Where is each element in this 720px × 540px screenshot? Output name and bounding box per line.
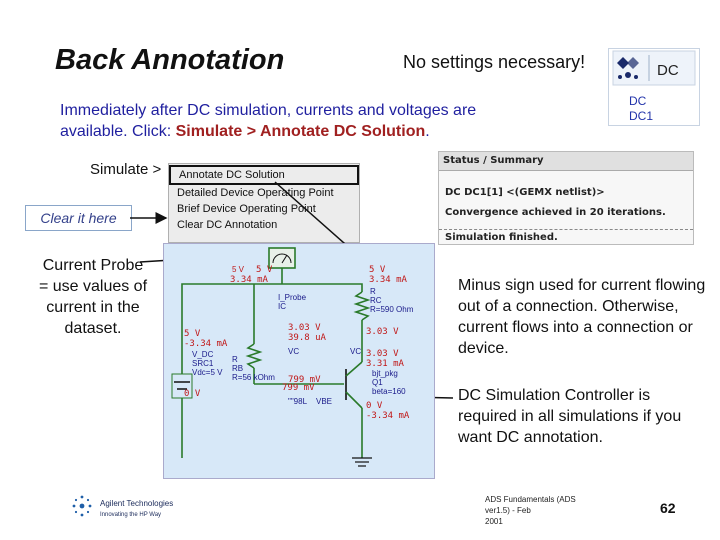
probe-explanation: Current Probe = use values of current in the dataset. [38, 257, 148, 337]
menu-item-annotate-dc[interactable]: Annotate DC Solution [169, 165, 359, 185]
vbe-num: ""98L [288, 397, 308, 406]
menu-item-detailed-op[interactable]: Detailed Device Operating Point [177, 187, 334, 199]
probe-type: I_Probe [278, 293, 307, 302]
label-top-left-v: 5 V [232, 265, 245, 274]
menu-item-clear-annotation[interactable]: Clear DC Annotation [177, 219, 278, 231]
vc-left: VC [288, 347, 300, 356]
agilent-logo-graphic [70, 492, 190, 528]
rc-r: R [370, 287, 376, 296]
intro-line-2-end: . [425, 123, 430, 140]
bjt-type: bjt_pkg [372, 369, 398, 378]
bjt-beta: beta=160 [372, 387, 406, 396]
footer-citation [485, 494, 585, 527]
status-line-finished: Simulation finished. [439, 229, 693, 246]
dc-name: DC [629, 94, 647, 108]
rc-name: RC [370, 296, 382, 305]
bjt-name: Q1 [372, 378, 383, 387]
label-top-right-v: 5 V [369, 265, 386, 275]
label-top-left-i: 3.34 mA [230, 275, 268, 285]
company-name: Agilent Technologies [100, 499, 174, 508]
label-vb2: 799 mV [282, 383, 315, 393]
clear-callout: Clear it here [25, 205, 132, 231]
label-top-right-i: 3.34 mA [369, 275, 407, 285]
citation-line-2: 2001 [485, 517, 503, 526]
src-type: V_DC [192, 350, 214, 359]
label-src-v: 5 V [184, 329, 201, 339]
label-src-gnd: 0 V [184, 389, 201, 399]
minus-sign-explanation: Minus sign used for current flowing out of a connection. Otherwise, current flows into a connection or device. [458, 277, 706, 357]
intro-line-1: Immediately after DC simulation, currents and voltages are [60, 102, 477, 119]
menu-item-brief-op[interactable]: Brief Device Operating Point [177, 203, 316, 215]
intro-menu-path: Simulate > Annotate DC Solution [175, 123, 426, 140]
schematic-drawing [164, 244, 434, 478]
rb-name: RB [232, 364, 244, 373]
company-tagline: Innovating the HP Way [100, 512, 162, 518]
label-gnd-i: -3.34 mA [366, 411, 410, 421]
label-right2-i: 3.31 mA [366, 359, 404, 369]
label-vb: 799 mV [288, 375, 321, 385]
no-settings-note: No settings necessary! [403, 52, 586, 72]
rb-r: R [232, 355, 238, 364]
dc-id: DC1 [629, 109, 654, 123]
label-right2-v: 3.03 V [366, 349, 399, 359]
rc-value: R=590 Ohm [370, 305, 414, 314]
slide-title: Back Annotation [55, 44, 285, 76]
agilent-logo [70, 492, 190, 533]
probe-id: IC [278, 302, 286, 311]
dc-icon-label: DC [657, 62, 679, 79]
status-line-convergence: Convergence achieved in 20 iterations. [445, 207, 666, 218]
status-line-dc: DC DC1[1] <(GEMX netlist)> [445, 187, 605, 198]
label-src-i: -3.34 mA [184, 339, 228, 349]
label-gnd-v: 0 V [366, 401, 383, 411]
vbe-label: VBE [316, 397, 333, 406]
simulate-label: Simulate > [90, 161, 162, 178]
annotated-schematic [163, 243, 435, 479]
label-mid-v: 3.03 V [288, 323, 321, 333]
page-number: 62 [660, 500, 676, 516]
dc-controller-note: DC Simulation Controller is required in all simulations if you want DC annotation. [458, 387, 682, 446]
intro-line-2-plain: available. Click: [60, 123, 176, 140]
label-top-mid-v: 5 V [256, 265, 273, 275]
label-right-v: 3.03 V [366, 327, 399, 337]
label-mid-i: 39.8 uA [288, 333, 326, 343]
src-value: Vdc=5 V [192, 368, 223, 377]
src-name: SRC1 [192, 359, 214, 368]
status-header: Status / Summary [439, 152, 693, 171]
rb-value: R=56 kOhm [232, 373, 275, 382]
vc-right: VC [350, 347, 362, 356]
citation-line-1: ADS Fundamentals (ADS ver1.5) - Feb [485, 495, 576, 515]
